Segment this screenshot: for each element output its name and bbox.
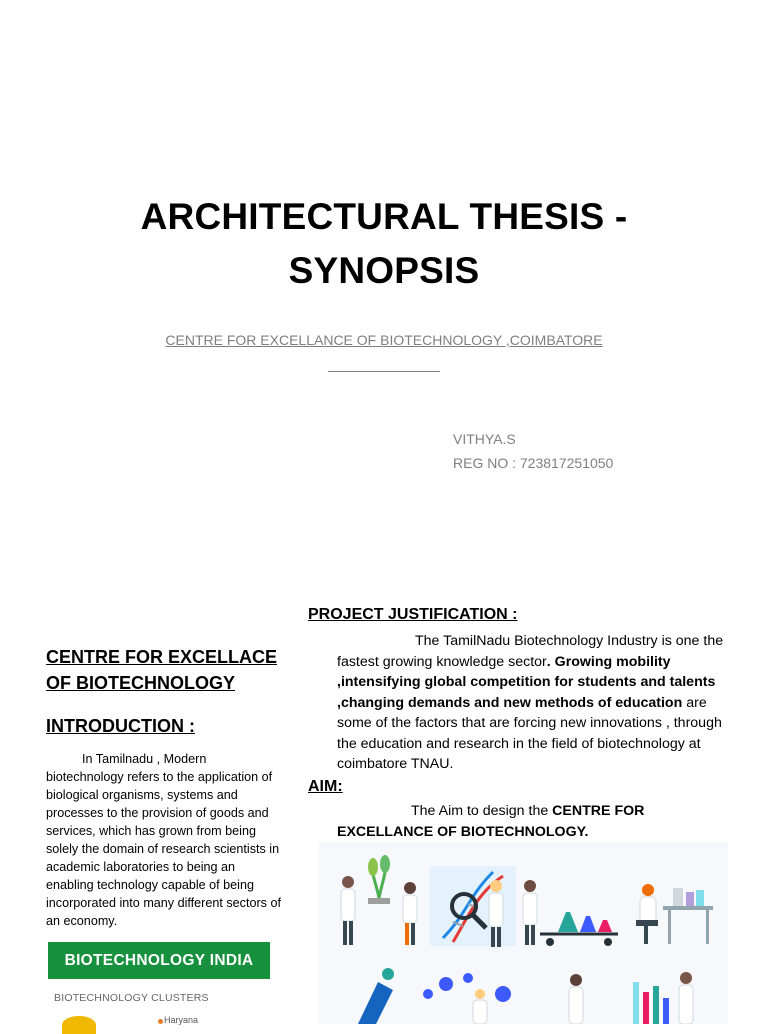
aim-text-1: The Aim to design the (411, 803, 553, 819)
author-block (453, 427, 613, 475)
lab-illustration-svg (318, 842, 728, 1024)
pj-text-bold: . Growing mobility ,intensifying global competition for students and talents ,changing demands and new methods of education (337, 653, 716, 711)
introduction-text: In Tamilnadu , Modern biotechnology refers to the application of biological organisms, systems and processes to the provision of goods and services, which has grown from being solely the domain of research scientists in academic laboratories to being an enabling technology capable of being incorporated into many different sectors of an economy. (46, 752, 281, 928)
india-map-icon (62, 1016, 96, 1034)
biotech-lab-illustration (318, 842, 728, 1024)
lab-cart-flasks-icon (523, 880, 618, 946)
title-line-2: SYNOPSIS (288, 250, 480, 291)
registration-number: REG NO : 723817251050 (453, 455, 614, 471)
biotechnology-india-banner: BIOTECHNOLOGY INDIA (48, 942, 270, 979)
introduction-heading: INTRODUCTION : (46, 716, 195, 736)
scientists-with-plant-icon (341, 855, 417, 945)
dna-magnifier-icon (430, 866, 516, 947)
aim-heading: AIM: (308, 778, 343, 795)
map-marker-icon (158, 1019, 163, 1024)
page-title (0, 190, 768, 298)
author-name: VITHYA.S (453, 431, 516, 447)
scientist-at-desk-icon (636, 884, 713, 944)
map-label: Haryana (164, 1015, 199, 1025)
project-justification-paragraph (337, 631, 732, 775)
microscope-scientist-icon (358, 968, 511, 1024)
section-heading-line-2: OF BIOTECHNOLOGY (46, 673, 235, 693)
subtitle-divider (328, 371, 440, 372)
title-line-1: ARCHITECTURAL THESIS - (140, 196, 628, 237)
aim-paragraph (337, 801, 717, 843)
section-heading-line-1: CENTRE FOR EXCELLACE (46, 647, 278, 667)
section-heading (46, 644, 296, 696)
introduction-paragraph (46, 750, 286, 930)
pj-text-2: are some of the factors that are forcing new innovations , through the education and research in the field of biotechnology at coimbatore TNAU. (337, 694, 722, 772)
pj-text-1: The TamilNadu Biotechnology Industry is one the fastest growing knowledge sector (337, 633, 724, 670)
test-tubes-scientist-icon (569, 972, 693, 1024)
project-justification-heading: PROJECT JUSTIFICATION : (308, 606, 518, 623)
subtitle: CENTRE FOR EXCELLANCE OF BIOTECHNOLOGY ,COIMBATORE (165, 332, 603, 348)
clusters-label: BIOTECHNOLOGY CLUSTERS (54, 992, 209, 1004)
aim-text-bold: CENTRE FOR EXCELLANCE OF BIOTECHNOLOGY. (337, 803, 645, 840)
